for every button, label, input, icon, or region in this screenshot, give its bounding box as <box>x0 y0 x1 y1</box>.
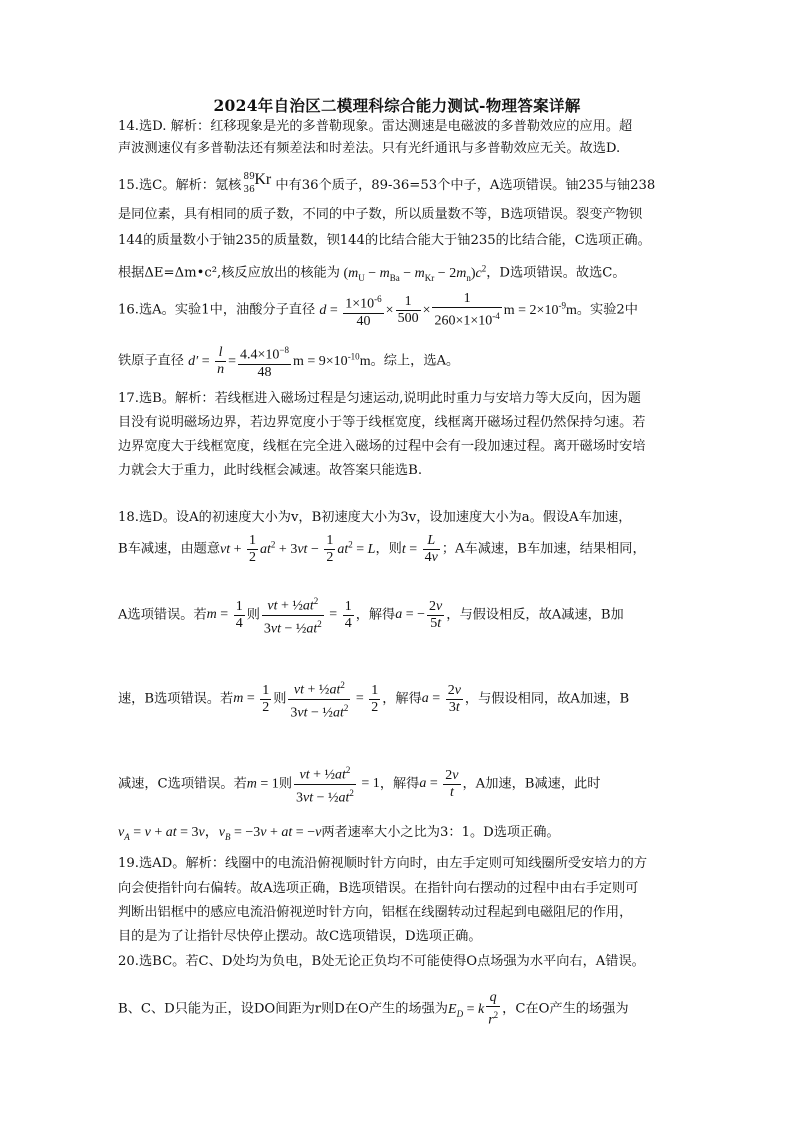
q15-line-4 <box>118 258 626 287</box>
q15-line-4-pre: 根据ΔE=Δm•c²,核反应放出的核能为 <box>118 265 340 281</box>
q15-line-1 <box>118 171 656 196</box>
q15-line-1-rest: 中有36个质子，89-36=53个中子，A选项错误。铀235与铀238 <box>275 178 656 193</box>
q16-line-2-post: 。综上，选A。 <box>370 353 460 369</box>
q18-line-5-then: 则 <box>278 776 292 792</box>
q18-line-2-post: ；A车减速，B车加速，结果相同， <box>441 541 646 557</box>
m-quarter-formula: m = $\frac{1}{4}$ <box>206 598 243 631</box>
q20-line-2-pre: B、C、D只能为正，设DO间距为r则D在O产生的场强为 <box>118 1001 448 1017</box>
oil-molecule-diameter-formula: d = $\frac{1\times 10^{-6}}{40}$ × $\frac{1}{500}$ × $\frac{1}{260\times 1\times 10^{-4}}$ $m = 2\times 10^{-9}m$ <box>319 291 577 329</box>
velocity-equations: $v_A = v$ + at = 3v，$v_B = -3v$ + at = −v <box>118 825 322 842</box>
q17-line-4: 力就会大于重力，此时线框会减速。故答案只能选B. <box>118 463 423 478</box>
q18-line-1: 18.选D。设A的初速度大小为v，B初速度大小为3v，设加速度大小为a。假设A车加速， <box>118 510 632 525</box>
q18-line-6 <box>118 823 560 847</box>
q18-line-2-mid: ，则 <box>375 541 402 557</box>
kr-mass-number: 89 <box>243 172 255 182</box>
kr-atomic-number: 36 <box>243 185 255 195</box>
q19-line-1: 19.选AD。解析：线圈中的电流沿俯视顺时针方向时，由左手定则可知线圈所受安培力的方 <box>118 856 648 871</box>
q18-line-2 <box>118 533 646 566</box>
q19-line-3: 判断出铝框中的感应电流沿俯视逆时针方向，铝框在线圈转动过程起到电磁阻尼的作用， <box>118 905 633 920</box>
a-result: a = $\frac{2v}{t}$ <box>419 767 459 800</box>
q18-line-5-solve: ，解得 <box>379 776 420 792</box>
q18-line-5-pre: 减速，C选项错误。若 <box>118 776 247 792</box>
field-strength-formula: $E_D = k$ $\frac{q}{r^2}$ <box>448 990 499 1028</box>
q17-line-2: 目没有说明磁场边界，若边界宽度小于等于线框宽度，线框离开磁场过程仍然保持匀速。若 <box>118 415 646 430</box>
ratio-half-formula: $\frac{vt + \frac{1}{2}at^2}{3vt - \frac{1}{2}at^2}$ = $\frac{1}{2}$ <box>286 691 382 706</box>
page-title: 2024年自治区二模理科综合能力测试-物理答案详解 <box>213 96 581 115</box>
q16-line-1 <box>118 291 638 330</box>
q18-line-3-then: 则 <box>246 607 260 623</box>
q18-line-5 <box>118 762 600 806</box>
q18-line-4-pre: 速，B选项错误。若 <box>118 691 234 707</box>
q16-line-1-pre: 16.选A。实验1中，油酸分子直径 <box>118 302 316 318</box>
q18-line-4 <box>118 677 629 721</box>
q18-line-4-post: ，与假设相同，故A加速，B <box>464 691 630 707</box>
q18-line-4-then: 则 <box>273 691 287 707</box>
a-third-result: a = $\frac{2v}{3t}$ <box>421 682 461 715</box>
q17-line-1: 17.选B。解析：若线框进入磁场过程是匀速运动,说明此时重力与安培力等大反向，因为题 <box>118 391 641 406</box>
q15-line-2: 是同位素，具有相同的质子数，不同的中子数，所以质量数不等，B选项错误。裂变产物钡 <box>118 207 642 222</box>
q18-line-4-solve: ，解得 <box>382 691 422 707</box>
q14-line-2: 声波测速仪有多普勒法还有频差法和时差法。只有光纤通讯与多普勒效应无关。故选D. <box>118 141 621 156</box>
ratio-one-formula: $\frac{vt + \frac{1}{2}at^2}{3vt - \frac{1}{2}at^2}$ = 1 <box>292 776 380 791</box>
q16-line-1-post: 。实验2中 <box>576 302 638 318</box>
q15-prefix: 15.选C。解析：氪核 <box>118 178 242 193</box>
a-negative-result: a = − $\frac{2v}{5t}$ <box>395 598 443 631</box>
q18-line-3-pre: A选项错误。若 <box>118 607 207 623</box>
q18-line-5-post: ，A加速，B减速，此时 <box>462 776 601 792</box>
ratio-quarter-formula: $\frac{vt + \frac{1}{2}at^2}{3vt - \frac{1}{2}at^2}$ = $\frac{1}{4}$ <box>260 607 356 622</box>
q15-line-3: 144的质量数小于铀235的质量数，钡144的比结合能大于铀235的比结合能，C选项正确。 <box>118 233 651 248</box>
q18-line-3-post: ，与假设相反，故A减速，B加 <box>446 607 624 623</box>
q18-line-6-post: 两者速率大小之比为3：1。D选项正确。 <box>321 825 560 840</box>
q15-line-4-post: ，D选项错误。故选C。 <box>486 265 626 281</box>
q20-line-2 <box>118 990 629 1029</box>
q19-line-2: 向会使指针向右偏转。故A选项正确，B选项错误。在指针向右摆动的过程中由右手定则可 <box>118 881 639 896</box>
q20-line-1: 20.选BC。若C、D处均为负电，B处无论正负均不可能使得O点场强为水平向右，A错误。 <box>118 954 645 969</box>
q18-line-3 <box>118 593 624 637</box>
q20-line-2-post: ，C在O产生的场强为 <box>502 1001 629 1017</box>
displacement-equation: vt + $\frac{1}{2}$ $at^2 + 3vt$ − $\frac{1}{2}$ $at^2 = L$ <box>220 533 376 565</box>
q19-line-4: 目的是为了让指针尽快停止摆动。故C选项错误，D选项正确。 <box>118 929 482 944</box>
time-equation: t = $\frac{L}{4v}$ <box>401 533 438 565</box>
q16-line-2 <box>118 342 459 381</box>
q18-line-3-solve: ，解得 <box>355 607 396 623</box>
q16-line-2-pre: 铁原子直径 <box>118 353 184 369</box>
kr-nuclide <box>241 171 275 196</box>
binding-energy-formula: $(m_U - m_{Ba} - m_{Kr} - 2m_n)c^2$ <box>339 263 487 283</box>
q14-line-1: 14.选D. 解析：红移现象是光的多普勒现象。雷达测速是电磁波的多普勒效应的应用。超 <box>118 119 633 134</box>
kr-symbol: Kr <box>254 171 272 188</box>
m-half-formula: m = $\frac{1}{2}$ <box>233 682 270 715</box>
iron-atom-diameter-formula: d′ = $\frac{l}{n}$ = $\frac{4.4\times 10^{-8}}{48}$ $m = 9\times 10^{-10}m$ <box>188 354 370 369</box>
q17-line-3: 边界宽度大于线框宽度，线框在完全进入磁场的过程中会有一段加速过程。离开磁场时安培 <box>118 439 646 454</box>
q18-line-2-pre: B车减速，由题意 <box>118 541 221 557</box>
m-one-formula: m = 1 <box>246 776 279 792</box>
